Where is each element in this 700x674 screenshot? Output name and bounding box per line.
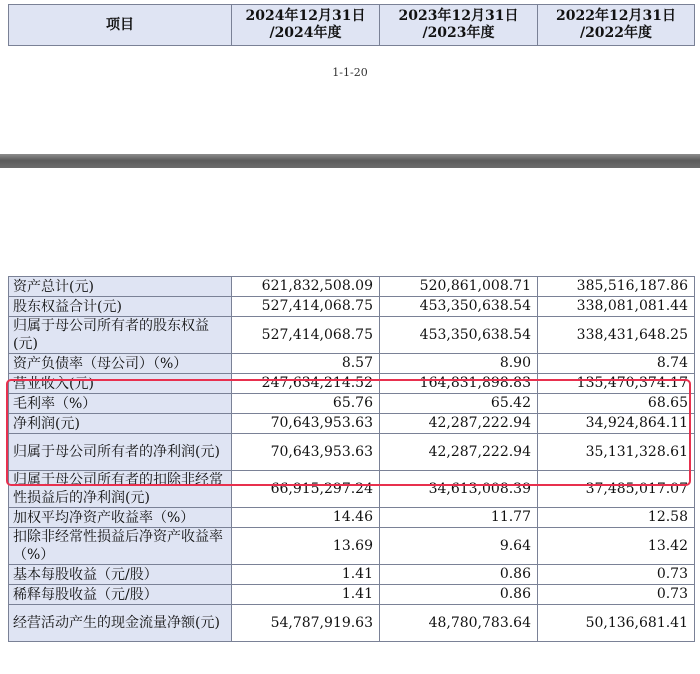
row-label: 资产总计(元) bbox=[9, 277, 232, 297]
table-row bbox=[9, 374, 695, 394]
value-2024: 527,414,068.75 bbox=[232, 317, 380, 354]
value-2023: 453,350,638.54 bbox=[380, 297, 538, 317]
value-2023: 9.64 bbox=[380, 528, 538, 565]
value-2022: 135,470,374.17 bbox=[538, 374, 695, 394]
page-separator bbox=[0, 154, 700, 168]
value-2024: 1.41 bbox=[232, 565, 380, 585]
row-label: 加权平均净资产收益率（%） bbox=[9, 508, 232, 528]
row-label: 归属于母公司所有者的净利润(元) bbox=[9, 434, 232, 471]
value-2022: 34,924,864.11 bbox=[538, 414, 695, 434]
table-row bbox=[9, 605, 695, 642]
value-2023: 520,861,008.71 bbox=[380, 277, 538, 297]
header-item bbox=[9, 5, 232, 46]
table-row bbox=[9, 317, 695, 354]
value-2022: 12.58 bbox=[538, 508, 695, 528]
value-2024: 247,634,214.52 bbox=[232, 374, 380, 394]
row-label: 营业收入(元) bbox=[9, 374, 232, 394]
header-2023-year: /2023年度 bbox=[422, 25, 495, 41]
value-2022: 338,081,081.44 bbox=[538, 297, 695, 317]
header-2023-date: 2023年12月31日 bbox=[398, 8, 519, 24]
row-label: 基本每股收益（元/股） bbox=[9, 565, 232, 585]
row-label: 扣除非经常性损益后净资产收益率（%） bbox=[9, 528, 232, 565]
value-2024: 54,787,919.63 bbox=[232, 605, 380, 642]
value-2023: 0.86 bbox=[380, 585, 538, 605]
value-2023: 453,350,638.54 bbox=[380, 317, 538, 354]
value-2024: 1.41 bbox=[232, 585, 380, 605]
header-item-label: 项目 bbox=[106, 16, 134, 33]
page-number: 1-1-20 bbox=[332, 66, 368, 79]
value-2024: 65.76 bbox=[232, 394, 380, 414]
value-2024: 621,832,508.09 bbox=[232, 277, 380, 297]
row-label: 归属于母公司所有者的股东权益(元) bbox=[9, 317, 232, 354]
header-2022-date: 2022年12月31日 bbox=[556, 8, 676, 24]
value-2023: 34,613,008.39 bbox=[380, 471, 538, 508]
value-2023: 65.42 bbox=[380, 394, 538, 414]
table-row bbox=[9, 414, 695, 434]
value-2024: 13.69 bbox=[232, 528, 380, 565]
table-row bbox=[9, 394, 695, 414]
value-2022: 8.74 bbox=[538, 354, 695, 374]
row-label: 毛利率（%） bbox=[9, 394, 232, 414]
value-2023: 11.77 bbox=[380, 508, 538, 528]
table-row bbox=[9, 354, 695, 374]
value-2023: 42,287,222.94 bbox=[380, 414, 538, 434]
table-row bbox=[9, 528, 695, 565]
table-row bbox=[9, 585, 695, 605]
value-2022: 35,131,328.61 bbox=[538, 434, 695, 471]
value-2022: 68.65 bbox=[538, 394, 695, 414]
table-row bbox=[9, 434, 695, 471]
value-2022: 0.73 bbox=[538, 585, 695, 605]
value-2024: 14.46 bbox=[232, 508, 380, 528]
header-2024-date: 2024年12月31日 bbox=[245, 8, 366, 24]
value-2024: 70,643,953.63 bbox=[232, 414, 380, 434]
value-2022: 13.42 bbox=[538, 528, 695, 565]
financial-table bbox=[8, 276, 695, 642]
row-label: 净利润(元) bbox=[9, 414, 232, 434]
value-2022: 37,485,017.07 bbox=[538, 471, 695, 508]
table-row bbox=[9, 277, 695, 297]
header-2022 bbox=[538, 5, 695, 46]
value-2024: 8.57 bbox=[232, 354, 380, 374]
value-2022: 50,136,681.41 bbox=[538, 605, 695, 642]
header-2023 bbox=[380, 5, 538, 46]
table-row bbox=[9, 297, 695, 317]
table-row bbox=[9, 565, 695, 585]
value-2023: 164,831,898.83 bbox=[380, 374, 538, 394]
value-2022: 0.73 bbox=[538, 565, 695, 585]
value-2023: 42,287,222.94 bbox=[380, 434, 538, 471]
header-2024-year: /2024年度 bbox=[269, 25, 342, 41]
value-2023: 8.90 bbox=[380, 354, 538, 374]
row-label: 资产负债率（母公司）（%） bbox=[9, 354, 232, 374]
table-row bbox=[9, 508, 695, 528]
value-2022: 338,431,648.25 bbox=[538, 317, 695, 354]
row-label: 股东权益合计(元) bbox=[9, 297, 232, 317]
top-header-table bbox=[8, 4, 695, 46]
value-2023: 48,780,783.64 bbox=[380, 605, 538, 642]
value-2024: 527,414,068.75 bbox=[232, 297, 380, 317]
value-2024: 66,915,297.24 bbox=[232, 471, 380, 508]
header-2024 bbox=[232, 5, 380, 46]
value-2024: 70,643,953.63 bbox=[232, 434, 380, 471]
value-2023: 0.86 bbox=[380, 565, 538, 585]
table-row bbox=[9, 471, 695, 508]
value-2022: 385,516,187.86 bbox=[538, 277, 695, 297]
row-label: 稀释每股收益（元/股） bbox=[9, 585, 232, 605]
header-2022-year: /2022年度 bbox=[579, 25, 653, 41]
row-label: 经营活动产生的现金流量净额(元) bbox=[9, 605, 232, 642]
row-label: 归属于母公司所有者的扣除非经常性损益后的净利润(元) bbox=[9, 471, 232, 508]
